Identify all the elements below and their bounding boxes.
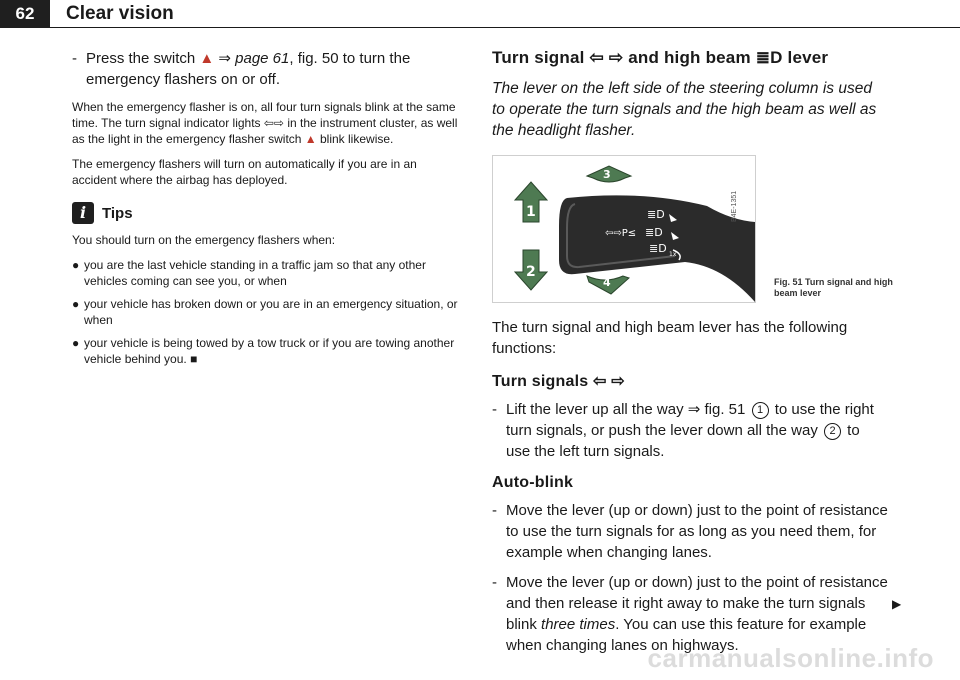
step-text: Move the lever (up or down) just to the point of resistance to use the turn signals for as long as you need them, for example when changing lanes. (506, 502, 888, 561)
page-title: Clear vision (66, 3, 174, 24)
list-item (72, 257, 462, 289)
tips-heading (72, 202, 462, 224)
turn-signal-arrows-icon: ⇦ ⇨ (592, 373, 625, 390)
figure-caption: Fig. 51 Turn signal and high beam lever (774, 277, 893, 298)
turn-signal-arrows-icon: ⇦⇨ (263, 116, 284, 130)
para-text: When the emergency flasher is on, all four turn signals blink at the same time. The turn signal indicator lights (72, 100, 456, 130)
tips-intro: You should turn on the emergency flashers when: (72, 233, 336, 247)
left-column (72, 48, 462, 374)
step-arrow: ⇒ (214, 50, 236, 67)
bullet-icon: ● (72, 336, 80, 350)
turn-signal-arrows-icon: ⇦ ⇨ (589, 48, 624, 67)
heading-text: and high beam (623, 48, 756, 67)
high-beam-label-icon: ≣D (645, 226, 663, 239)
end-of-section-icon: ■ (190, 352, 198, 366)
figure-code: B4E-1351 (731, 190, 738, 222)
para-text: in the instrument cluster, as well as the light in the emergency flasher switch (72, 116, 458, 146)
flasher-description-paragraph (72, 99, 462, 147)
section-heading (492, 48, 888, 68)
flash-label-icon: ≣D (649, 242, 667, 255)
list-item-text: your vehicle has broken down or you are in an emergency situation, or when (84, 297, 458, 327)
high-beam-label-icon: ≣D (647, 208, 665, 221)
bullet-icon: ● (72, 258, 80, 272)
continue-arrow-icon: ▶ (892, 597, 902, 611)
warning-triangle-icon: ▲ (304, 132, 317, 146)
step-dash: - (72, 50, 77, 67)
step-text-suffix: , fig. 50 to turn the emergency flashers on or off. (86, 50, 411, 88)
lever-functions-paragraph: The turn signal and high beam lever has the following functions: (492, 319, 848, 357)
step-text: to use the right turn signals, or push the lever down all the way (506, 401, 874, 439)
turn-signals-step (492, 399, 888, 462)
heading-text: Turn signal (492, 48, 590, 67)
emergency-flasher-step (72, 48, 462, 90)
page-reference-link[interactable]: page 61 (235, 50, 290, 67)
step-dash: - (492, 502, 497, 519)
heading-text: Turn signals (492, 373, 593, 390)
lever-illustration-svg (493, 156, 755, 302)
arrow-number-label: 4 (603, 276, 611, 289)
list-item-text: you are the last vehicle standing in a traffic jam so that any other vehicles coming can see you, or when (84, 258, 426, 288)
arrow-number-label: 2 (526, 264, 536, 280)
arrow-number-label: 1 (526, 204, 536, 220)
auto-blink-heading: Auto-blink (492, 474, 574, 491)
warning-triangle-icon: ▲ (199, 50, 215, 67)
tips-title: Tips (102, 204, 133, 222)
lever-illustration (492, 155, 756, 303)
step-dash: - (492, 574, 497, 591)
step-emphasis: three times (541, 616, 616, 633)
step-text: Lift the lever up all the way ⇒ fig. 51 (506, 401, 750, 418)
right-column (492, 48, 893, 665)
auto-blink-step (492, 500, 888, 563)
arrow-number-label: 3 (603, 168, 611, 181)
airbag-paragraph: The emergency flashers will turn on automatically if you are in an accident where the airbag has deployed. (72, 157, 417, 187)
step-text: Move the lever (up or down) just to the point of resistance and then release it right away to make the turn signals blink (506, 574, 888, 633)
step-text-prefix: Press the switch (86, 50, 200, 67)
info-icon: i (72, 202, 94, 224)
step-text: to use the left turn signals. (506, 422, 860, 460)
step-text: . You can use this feature for example when changing lanes on highways. (506, 616, 867, 654)
section-intro: The lever on the left side of the steering column is used to operate the turn signals and the high beam as well as the headlight flasher. (492, 80, 877, 139)
list-item (72, 296, 462, 328)
turn-park-label: ⇦⇨P≤ (605, 228, 637, 239)
turn-signals-heading (492, 371, 888, 391)
high-beam-icon: ≣D (755, 48, 783, 67)
flash-count-label: 1x (669, 251, 677, 258)
page-number-badge: 62 (0, 0, 50, 28)
heading-text: lever (782, 48, 829, 67)
callout-1-icon: 1 (752, 402, 769, 419)
figure-51 (492, 155, 893, 303)
watermark: carmanualsonline.info (647, 643, 934, 673)
para-text: blink likewise. (316, 132, 394, 146)
list-item (72, 335, 462, 367)
callout-2-icon: 2 (824, 423, 841, 440)
step-dash: - (492, 401, 497, 418)
bullet-icon: ● (72, 297, 80, 311)
list-item-text: your vehicle is being towed by a tow truck or if you are towing another vehicle behind you. (84, 336, 455, 366)
header-rule (50, 27, 960, 28)
